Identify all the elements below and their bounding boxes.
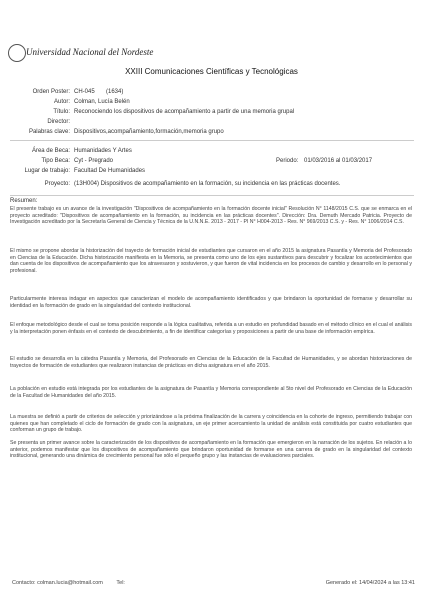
autor-label: Autor: xyxy=(53,99,70,105)
lugar-label: Lugar de trabajo: xyxy=(24,168,70,174)
periodo-label: Periodo: xyxy=(276,158,299,164)
area-value: Humanidades Y Artes xyxy=(74,148,132,154)
paragraph-1: El presente trabajo es un avance de la investigación "Dispositivos de acompañamiento en la formación docente inicial" Resolución N° 1148/2015 C.S. que se enmarca en el proyecto acreditado: "Dispositivos de acompañamiento en la formación, su incidencia en las prácticas docentes". Dirección: Dra. Demuth Mercado Patricia. Proyecto de Investigación acreditado por la Secretaría General de Ciencia y Técnica de la U.N.N.E. 2013 - 2017 - PI N° H004-2013 - Res. N° 969/2013 C.S. y - Res. N° 1006/2014 C.S. xyxy=(10,206,412,226)
university-seal-icon xyxy=(8,44,26,62)
paragraph-2: El mismo se propone abordar la historización del trayecto de formación inicial de estudiantes que cursaron en el año 2015 la asignatura Pasantía y Memoria del Profesorado en Ciencias de la Educación. Dicha historización manifiesta en la Memoria, se presenta como uno de los ejes sustantivos para descubrir y focalizar los acontecimientos que dan cuenta de los dispositivos de acompañamiento que los atravesaron y sostuvieron, y que fueron de vital incidencia en los procesos de cambio y desarrollo en lo personal y profesional. xyxy=(10,248,412,274)
resumen-label: Resumen: xyxy=(10,198,38,204)
autor-value: Colman, Lucía Belén xyxy=(74,99,130,105)
paragraph-4: El enfoque metodológico desde el cual se toma posición responde a la lógica cualitativa, referida a un estudio en profundidad basado en el método clínico en el cual el análisis y la interpretación ponen énfasis en el contexto de descubrimiento, a fin de identificar categorías y proposiciones a partir de una base de información empírica. xyxy=(10,322,413,335)
area-label: Área de Beca: xyxy=(31,148,70,154)
paragraph-6: La población en estudio está integrada por los estudiantes de la asignatura de Pasantía y Memoria correspondiente al 5to nivel del Profesorado en Ciencias de la Educación de la Facultad de Humanidades del año 2015. xyxy=(10,386,412,399)
periodo-value: 01/03/2016 al 01/03/2017 xyxy=(304,158,373,164)
university-logo xyxy=(8,44,158,66)
proyecto-value: (13H004) Dispositivos de acompañamiento en la formación, su incidencia en las prácticas docentes. xyxy=(74,181,341,187)
tipo-value: Cyt - Pregrado xyxy=(74,158,114,164)
palabras-value: Dispositivos,acompañamiento,formación,memoria grupo xyxy=(74,129,224,135)
divider xyxy=(10,195,414,196)
paragraph-8: Se presenta un primer avance sobre la caracterización de los dispositivos de acompañamiento en la formación que emergieron en la narración de los sujetos. En relación a lo anterior, podemos manifestar que los dispositivos de acompañamiento que brindaron oportunidad de formarse en una carrera de grado en la singularidad del contexto institucional, generando una dinámica de crecimiento personal fue sólo el pequeño grupo y las instancias de evaluaciones parciales. xyxy=(10,440,412,460)
footer-generated: Generado el: 14/04/2024 a las 13:41 xyxy=(325,580,415,586)
tipo-label: Tipo Beca: xyxy=(41,158,70,164)
palabras-label: Palabras clave: xyxy=(28,129,70,135)
page-title: XXIII Comunicaciones Científicas y Tecnológicas xyxy=(125,67,298,76)
paragraph-7: La muestra se definió a partir de criterios de selección y priorizándose a la próxima finalización de la carrera y coincidencia en la cohorte de ingreso, permitiendo trabajar con quienes que han completado el ciclo de formación de grado con la asignatura, un eje primer acercamiento la unidad de análisis está constituida por cuatro estudiantes que conforman un grupo de trabajo. xyxy=(10,414,412,434)
titulo-value: Reconociendo los dispositivos de acompañamiento a partir de una memoria grupal xyxy=(74,109,295,115)
footer-tel: Tel: xyxy=(116,580,125,586)
orden-poster-id: (1634) xyxy=(106,89,124,95)
proyecto-label: Proyecto: xyxy=(44,181,70,187)
orden-poster-value: CH-045 xyxy=(74,89,95,95)
logo-text: Universidad Nacional del Nordeste xyxy=(26,47,154,57)
paragraph-3: Particularmente interesa indagar en aspectos que caracterizan el modelo de acompañamiento identificados y que brindaron la oportunidad de formarse y desarrollar su identidad en la formación de grado en la singularidad del contexto institucional. xyxy=(10,296,412,309)
footer-contact-text: Contacto: colman.lucia@hotmail.com xyxy=(12,580,103,586)
director-label: Director: xyxy=(47,119,70,125)
lugar-value: Facultad De Humanidades xyxy=(74,168,146,174)
divider xyxy=(10,140,414,141)
footer-contact xyxy=(12,580,125,586)
titulo-label: Título: xyxy=(53,109,70,115)
paragraph-5: El estudio se desarrolla en la cátedra Pasantía y Memoria, del Profesorado en Ciencias de la Educación de la Facultad de Humanidades, y se abordan historizaciones de trayectos de formación de estudiantes que realizaron instancias de prácticas en dicha asignatura en el año 2015. xyxy=(10,356,412,369)
orden-poster-label: Orden Poster: xyxy=(32,89,70,95)
